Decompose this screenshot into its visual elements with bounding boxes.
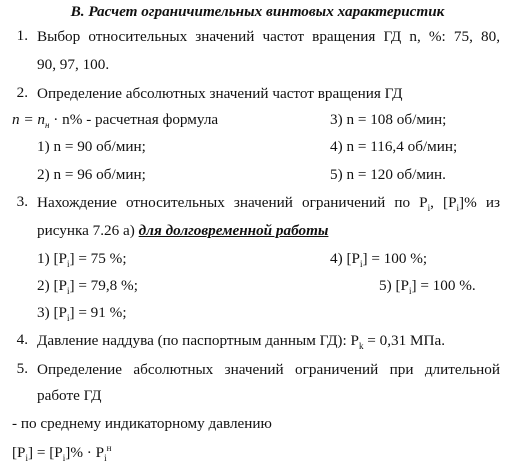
section-title: В. Расчет ограничительных винтовых характеристик (70, 3, 445, 20)
item-5-line-1: Определение абсолютных значений ограничений при длительной (37, 361, 500, 378)
item-5-line-2: работе ГД (37, 387, 102, 404)
item-4-number: 4. (16, 331, 28, 348)
boost-pressure-line: Давление наддува (по паспортным данным ГД): $P_k = 0,31$ МПа. (37, 332, 445, 352)
item-2-line-1: Определение абсолютных значений частот вращения ГД (37, 85, 403, 102)
speed-result-4: 4) n = 116,4 об/мин; (330, 138, 458, 155)
item-3-number: 3. (16, 193, 28, 210)
limit-result-1: 1) $[P_i] = 75$ %; (37, 250, 127, 270)
rated-formula: $n = n_н \cdot n\%$ - расчетная формула (12, 111, 219, 131)
item-3-line-1: Нахождение относительных значений ограничений по $P_i$, $[P_i]\%$ из (37, 194, 500, 214)
final-formula: $[P_i] = [P_i]\% \cdot P_i^н$ (12, 442, 112, 464)
limit-result-2: 2) $[P_i] = 79,8$ %; (37, 277, 138, 297)
item-1-number: 1. (16, 27, 28, 44)
speed-result-2: 2) n = 96 об/мин; (37, 166, 146, 183)
speed-result-3: 3) n = 108 об/мин; (330, 111, 447, 128)
mean-indicated-pressure-note: - по среднему индикаторному давлению (12, 415, 272, 432)
limit-result-3: 3) $[P_i] = 91$ %; (37, 304, 127, 324)
item-3-line-2: рисунка 7.26 а) для долговременной работы (37, 222, 329, 239)
long-term-operation-label: для долговременной работы (138, 222, 329, 239)
limit-result-4: 4) $[P_i] = 100$ %; (330, 250, 428, 270)
item-5-number: 5. (16, 360, 28, 377)
item-2-number: 2. (16, 84, 28, 101)
limit-result-5: 5) $[P_i] = 100$ %. (379, 277, 476, 297)
item-1-line-2: 90, 97, 100. (37, 56, 110, 73)
speed-result-5: 5) n = 120 об/мин. (330, 166, 446, 183)
item-1-line-1: Выбор относительных значений частот вращения ГД n, %: 75, 80, (37, 28, 500, 45)
speed-result-1: 1) n = 90 об/мин; (37, 138, 146, 155)
